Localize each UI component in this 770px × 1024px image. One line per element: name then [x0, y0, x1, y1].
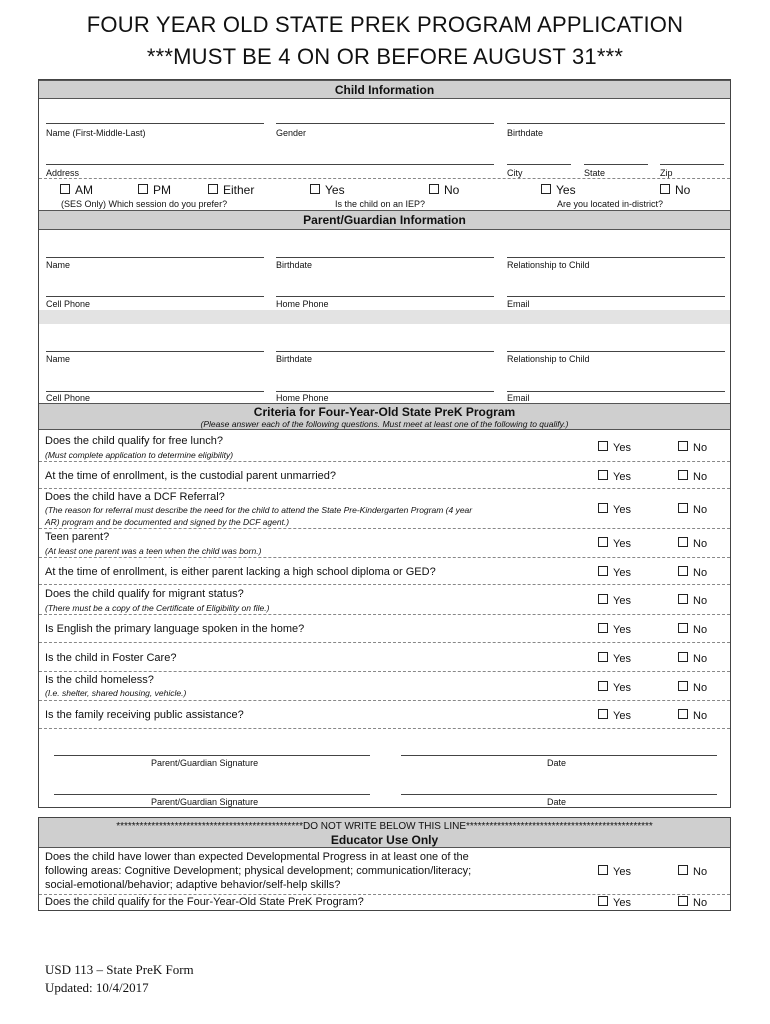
free-lunch-no-checkbox[interactable]: No [678, 441, 707, 454]
question-note: (At least one parent was a teen when the child was born.) [45, 546, 262, 556]
parent1-cell-label: Cell Phone [46, 299, 91, 309]
unmarried-no-checkbox[interactable]: No [678, 470, 707, 483]
checkbox-icon [208, 184, 218, 194]
parent-separator [39, 310, 730, 324]
child-state-label: State [584, 168, 606, 178]
foster-no-checkbox[interactable]: No [678, 652, 707, 665]
parent2-cell-label: Cell Phone [46, 393, 91, 403]
child-city-label: City [507, 168, 523, 178]
parent2-relationship-field[interactable] [507, 351, 725, 352]
child-city-field[interactable] [507, 164, 571, 165]
educator-question-1-line2: following areas: Cognitive Development; physical development; communication/literacy; [45, 865, 472, 877]
dcf-yes-checkbox[interactable]: Yes [598, 503, 631, 516]
question-parent-unmarried: At the time of enrollment, is the custodial parent unmarried? [45, 470, 337, 482]
checkbox-icon [138, 184, 148, 194]
divider [39, 614, 730, 615]
checkbox-icon [598, 681, 608, 691]
english-yes-checkbox[interactable]: Yes [598, 623, 631, 636]
question-migrant-status: Does the child qualify for migrant status? [45, 588, 244, 600]
question-public-assistance: Is the family receiving public assistance? [45, 709, 244, 721]
parent1-name-label: Name [46, 260, 71, 270]
divider [39, 488, 730, 489]
assistance-no-checkbox[interactable]: No [678, 709, 707, 722]
checkbox-icon [678, 537, 688, 547]
session-question: (SES Only) Which session do you prefer? [61, 199, 228, 209]
parent1-cell-field[interactable] [46, 296, 264, 297]
parent2-home-field[interactable] [276, 391, 494, 392]
criteria-instructions: (Please answer each of the following questions. Must meet at least one of the following to qualify.) [200, 419, 569, 429]
child-name-label: Name (First-Middle-Last) [46, 128, 146, 138]
parent1-relationship-field[interactable] [507, 257, 725, 258]
question-note: (The reason for referral must describe the need for the child to attend the State Pre-Kindergarten Program (4 year [45, 505, 473, 515]
criteria-header [39, 403, 730, 430]
unmarried-yes-checkbox[interactable]: Yes [598, 470, 631, 483]
application-form [38, 79, 731, 808]
qualify-no-checkbox[interactable]: No [678, 896, 707, 909]
iep-no-checkbox[interactable]: No [429, 183, 459, 197]
developmental-yes-checkbox[interactable]: Yes [598, 865, 631, 878]
checkbox-icon [598, 865, 608, 875]
checkbox-icon [678, 441, 688, 451]
checkbox-icon [598, 594, 608, 604]
question-note: (I.e. shelter, shared housing, vehicle.) [45, 688, 187, 698]
teen-parent-yes-checkbox[interactable]: Yes [598, 537, 631, 550]
checkbox-icon [310, 184, 320, 194]
parent1-home-label: Home Phone [276, 299, 329, 309]
iep-yes-checkbox[interactable]: Yes [310, 183, 345, 197]
english-no-checkbox[interactable]: No [678, 623, 707, 636]
page-title: FOUR YEAR OLD STATE PREK PROGRAM APPLICATION [86, 12, 684, 37]
district-no-checkbox[interactable]: No [660, 183, 690, 197]
diploma-no-checkbox[interactable]: No [678, 566, 707, 579]
child-zip-field[interactable] [660, 164, 724, 165]
signature-line-1[interactable] [54, 755, 370, 756]
divider [39, 178, 730, 179]
migrant-no-checkbox[interactable]: No [678, 594, 707, 607]
parent2-email-label: Email [507, 393, 530, 403]
question-no-diploma: At the time of enrollment, is either parent lacking a high school diploma or GED? [45, 566, 436, 578]
checkbox-icon [429, 184, 439, 194]
foster-yes-checkbox[interactable]: Yes [598, 652, 631, 665]
assistance-yes-checkbox[interactable]: Yes [598, 709, 631, 722]
checkbox-icon [678, 652, 688, 662]
checkbox-icon [598, 537, 608, 547]
parent2-email-field[interactable] [507, 391, 725, 392]
migrant-yes-checkbox[interactable]: Yes [598, 594, 631, 607]
educator-header [39, 818, 730, 848]
signature-label: Parent/Guardian Signature [151, 758, 259, 768]
question-dcf-referral: Does the child have a DCF Referral? [45, 491, 225, 503]
parent2-birthdate-field[interactable] [276, 351, 494, 352]
checkbox-icon [598, 652, 608, 662]
developmental-no-checkbox[interactable]: No [678, 865, 707, 878]
checkbox-icon [678, 566, 688, 576]
checkbox-icon [678, 865, 688, 875]
footer-updated: Updated: 10/4/2017 [45, 980, 149, 995]
free-lunch-yes-checkbox[interactable]: Yes [598, 441, 631, 454]
checkbox-icon [598, 896, 608, 906]
educator-question-1-line3: social-emotional/behavior; adaptive behavior/self-help skills? [45, 879, 341, 891]
child-birthdate-label: Birthdate [507, 128, 544, 138]
child-birthdate-field[interactable] [507, 123, 725, 124]
do-not-write-divider: ************************************************DO NOT WRITE BELOW THIS LINE************************************************ [116, 821, 653, 832]
dcf-no-checkbox[interactable]: No [678, 503, 707, 516]
parent-info-header: Parent/Guardian Information [39, 210, 730, 230]
child-zip-label: Zip [660, 168, 673, 178]
educator-section [38, 817, 731, 911]
parent2-home-label: Home Phone [276, 393, 329, 403]
checkbox-icon [678, 681, 688, 691]
date-line-2[interactable] [401, 794, 717, 795]
parent1-email-label: Email [507, 299, 530, 309]
homeless-no-checkbox[interactable]: No [678, 681, 707, 694]
divider [39, 671, 730, 672]
parent1-relationship-label: Relationship to Child [507, 260, 590, 270]
divider [39, 642, 730, 643]
question-foster-care: Is the child in Foster Care? [45, 652, 177, 664]
homeless-yes-checkbox[interactable]: Yes [598, 681, 631, 694]
qualify-yes-checkbox[interactable]: Yes [598, 896, 631, 909]
parent2-name-label: Name [46, 354, 71, 364]
parent1-birthdate-field[interactable] [276, 257, 494, 258]
checkbox-icon [678, 623, 688, 633]
checkbox-icon [598, 503, 608, 513]
criteria-title: Criteria for Four-Year-Old State PreK Program [253, 405, 516, 419]
question-note: (Must complete application to determine eligibility) [45, 450, 234, 460]
divider [39, 461, 730, 462]
divider [39, 728, 730, 729]
question-english-primary: Is English the primary language spoken in the home? [45, 623, 305, 635]
divider [39, 894, 730, 895]
date-line-1[interactable] [401, 755, 717, 756]
signature-line-2[interactable] [54, 794, 370, 795]
session-pm-checkbox[interactable]: PM [138, 183, 171, 197]
iep-question: Is the child on an IEP? [335, 199, 426, 209]
checkbox-icon [678, 896, 688, 906]
parent1-email-field[interactable] [507, 296, 725, 297]
question-note: AR) program and be documented and signed by the DCF agent.) [45, 517, 290, 527]
parent2-name-field[interactable] [46, 351, 264, 352]
session-either-checkbox[interactable]: Either [208, 183, 254, 197]
question-note: (There must be a copy of the Certificate of Eligibility on file.) [45, 603, 270, 613]
child-name-field[interactable] [46, 123, 264, 124]
diploma-yes-checkbox[interactable]: Yes [598, 566, 631, 579]
teen-parent-no-checkbox[interactable]: No [678, 537, 707, 550]
footer-form-name: USD 113 – State PreK Form [45, 962, 194, 977]
parent2-relationship-label: Relationship to Child [507, 354, 590, 364]
educator-title: Educator Use Only [330, 833, 439, 847]
district-yes-checkbox[interactable]: Yes [541, 183, 576, 197]
age-requirement: ***MUST BE 4 ON OR BEFORE AUGUST 31*** [146, 44, 624, 69]
divider [39, 584, 730, 585]
date-label: Date [547, 797, 567, 807]
checkbox-icon [678, 594, 688, 604]
checkbox-icon [598, 709, 608, 719]
parent1-birthdate-label: Birthdate [276, 260, 313, 270]
question-homeless: Is the child homeless? [45, 674, 154, 686]
divider [39, 700, 730, 701]
checkbox-icon [660, 184, 670, 194]
date-label: Date [547, 758, 567, 768]
educator-question-2: Does the child qualify for the Four-Year-Old State PreK Program? [45, 896, 364, 908]
checkbox-icon [60, 184, 70, 194]
district-question: Are you located in-district? [557, 199, 664, 209]
parent2-cell-field[interactable] [46, 391, 264, 392]
child-address-field[interactable] [46, 164, 494, 165]
signature-label: Parent/Guardian Signature [151, 797, 259, 807]
question-free-lunch: Does the child qualify for free lunch? [45, 435, 223, 447]
child-info-header: Child Information [39, 80, 730, 99]
child-gender-field[interactable] [276, 123, 494, 124]
checkbox-icon [598, 470, 608, 480]
educator-question-1: Does the child have lower than expected Developmental Progress in at least one of the [45, 851, 469, 863]
divider [39, 557, 730, 558]
parent1-home-field[interactable] [276, 296, 494, 297]
session-am-checkbox[interactable]: AM [60, 183, 93, 197]
checkbox-icon [678, 503, 688, 513]
divider [39, 528, 730, 529]
checkbox-icon [598, 623, 608, 633]
checkbox-icon [598, 566, 608, 576]
checkbox-icon [541, 184, 551, 194]
child-gender-label: Gender [276, 128, 307, 138]
question-teen-parent: Teen parent? [45, 531, 110, 543]
parent2-birthdate-label: Birthdate [276, 354, 313, 364]
checkbox-icon [598, 441, 608, 451]
checkbox-icon [678, 709, 688, 719]
child-address-label: Address [46, 168, 80, 178]
child-state-field[interactable] [584, 164, 648, 165]
checkbox-icon [678, 470, 688, 480]
parent1-name-field[interactable] [46, 257, 264, 258]
